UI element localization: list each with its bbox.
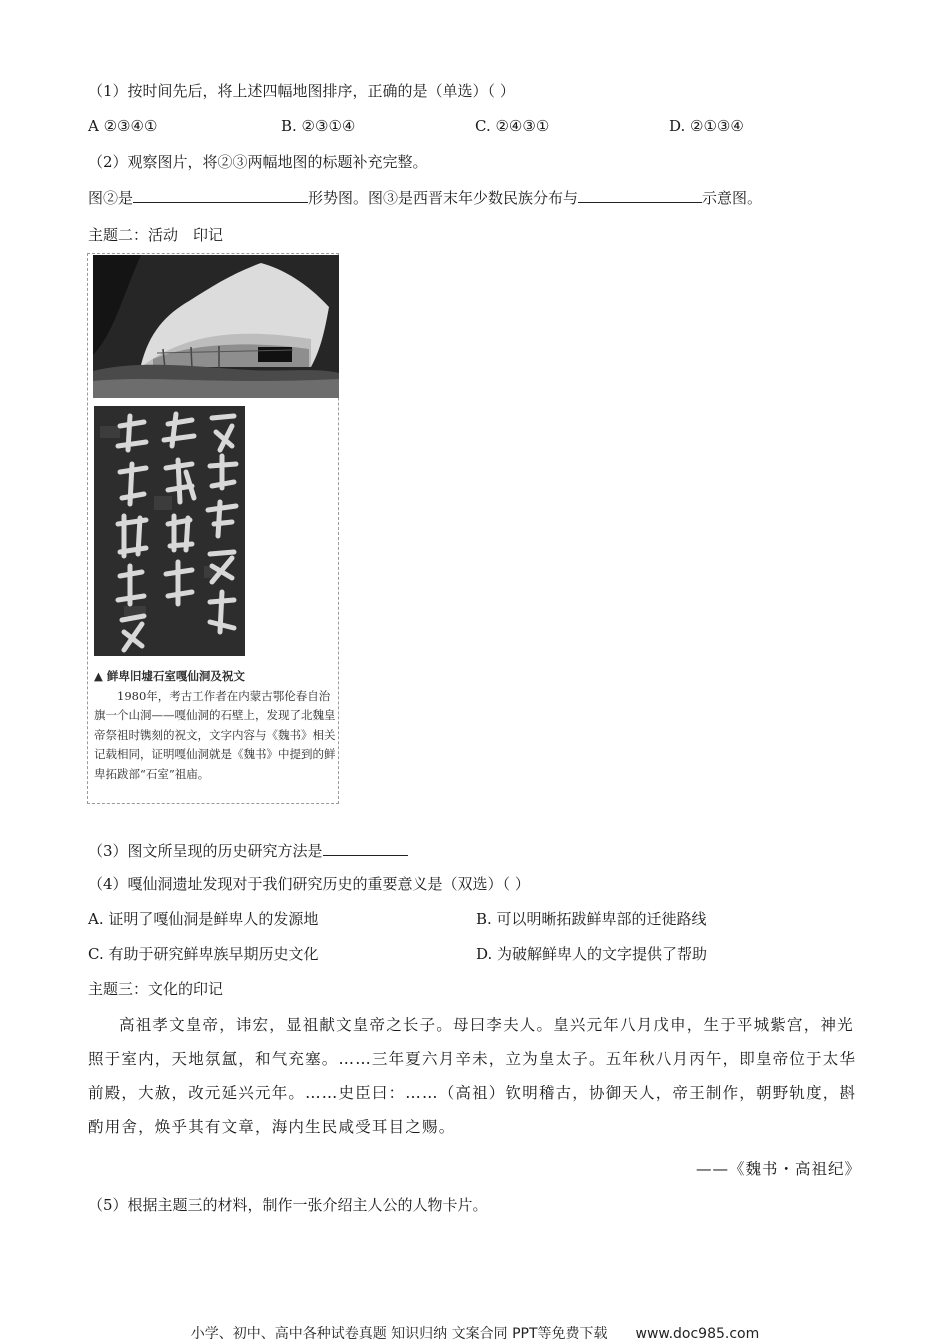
answer-blank-map2[interactable]: [133, 186, 308, 203]
q1-stem: （1）按时间先后，将上述四幅地图排序，正确的是（单选）（ ）: [88, 82, 515, 100]
inscription-rubbing: [94, 406, 245, 656]
q3-line: [88, 839, 408, 862]
theme3-passage: 高祖孝文皇帝，讳宏，显祖献文皇帝之长子。母曰李夫人。皇兴元年八月戊申，生于平城紫宫，神光照于室内，天地氛氲，和气充塞。……三年夏六月辛未，立为皇太子。五年秋八月丙午，即皇帝位于太华前殿，大赦，改元延兴元年。……史臣曰：……（高祖）钦明稽古，协御天人，帝王制作，朝野轨度，斟酌用舍，焕乎其有文章，海内生民咸受耳目之赐。: [88, 1016, 857, 1136]
q1-option-d: D. ②①③④: [669, 117, 744, 135]
q3-stem: （3）图文所呈现的历史研究方法是: [88, 842, 323, 860]
q4-option-d: D. 为破解鲜卑人的文字提供了帮助: [476, 945, 708, 963]
q4-option-a: A. 证明了嘎仙洞是鲜卑人的发源地: [88, 910, 319, 928]
theme2-title: 主题二：活动 印记: [88, 226, 224, 244]
q4-option-b: B. 可以明晰拓跋鲜卑部的迁徙路线: [476, 910, 707, 928]
q2-fill-line: [88, 186, 762, 209]
answer-blank-map3[interactable]: [578, 186, 702, 203]
q1-option-a: A ②③④①: [88, 117, 158, 135]
q1-option-c: C. ②④③①: [475, 117, 550, 135]
q1-option-b: B. ②③①④: [281, 117, 356, 135]
caption-title: ▲ 鲜卑旧墟石室嘎仙洞及祝文: [94, 669, 245, 683]
q4-stem: （4）嘎仙洞遗址发现对于我们研究历史的重要意义是（双选）（ ）: [88, 875, 530, 893]
q2-fill-text-1: 图②是: [88, 189, 134, 207]
figure-caption: [94, 667, 338, 784]
page-footer: 小学、初中、高中各种试卷真题 知识归纳 文案合同 PPT等免费下载 www.doc985.com: [190, 1326, 760, 1342]
theme3-title: 主题三：文化的印记: [88, 980, 224, 998]
q2-fill-text-3: 示意图。: [702, 189, 763, 207]
q2-stem: （2）观察图片，将②③两幅地图的标题补充完整。: [88, 153, 428, 171]
cave-photo: [93, 255, 339, 398]
q4-option-c: C. 有助于研究鲜卑族早期历史文化: [88, 945, 319, 963]
answer-blank-method[interactable]: [323, 839, 408, 856]
gaxian-cave-figure: [87, 253, 339, 804]
caption-body: 1980年，考古工作者在内蒙古鄂伦春自治旗一个山洞——嘎仙洞的石壁上，发现了北魏皇帝祭祖时镌刻的祝文，文字内容与《魏书》相关记载相同，证明嘎仙洞就是《魏书》中提到的鲜卑拓跋部“石室”祖庙。: [94, 688, 336, 781]
q2-fill-text-2: 形势图。图③是西晋末年少数民族分布与: [308, 189, 579, 207]
passage-source: ——《魏书・高祖纪》: [696, 1160, 862, 1178]
q5-stem: （5）根据主题三的材料，制作一张介绍主人公的人物卡片。: [88, 1196, 488, 1214]
